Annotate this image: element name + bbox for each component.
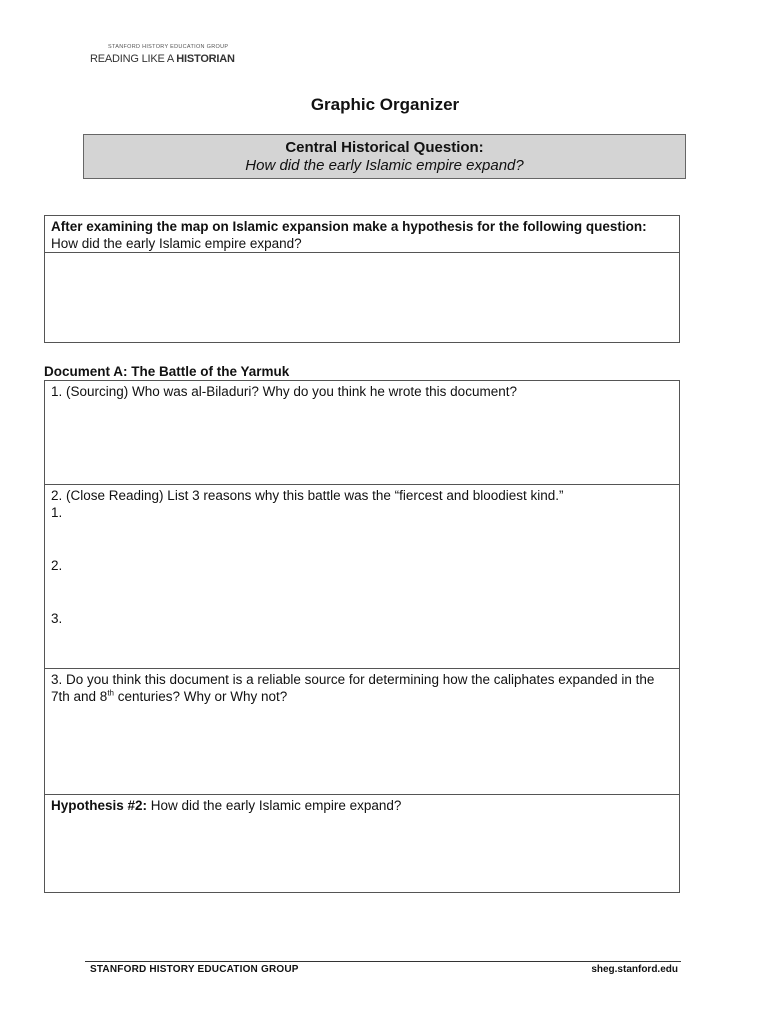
logo-prefix: READING LIKE A — [90, 53, 177, 65]
footer-divider — [85, 961, 681, 962]
footer-org: STANFORD HISTORY EDUCATION GROUP — [90, 964, 299, 975]
question-1-text: 1. (Sourcing) Who was al-Biladuri? Why do you think he wrote this document? — [51, 384, 517, 399]
central-question-heading: Central Historical Question: — [285, 139, 484, 156]
sheg-logo — [90, 44, 235, 65]
hypothesis-1-prompt-text: How did the early Islamic empire expand? — [51, 236, 302, 251]
footer-url[interactable]: sheg.stanford.edu — [591, 964, 678, 975]
logo-bold-word: HISTORIAN — [176, 53, 235, 65]
question-1-section[interactable] — [45, 381, 679, 485]
question-2-item-2: 2. — [51, 558, 63, 573]
hypothesis-1-prompt — [45, 216, 679, 253]
hypothesis-1-answer-area[interactable] — [45, 253, 679, 341]
question-2-section[interactable] — [45, 485, 679, 669]
question-2-text: 2. (Close Reading) List 3 reasons why this battle was the “fiercest and bloodiest kind.” — [51, 488, 564, 503]
question-2-item-1: 1. — [51, 505, 63, 520]
hypothesis-1-box — [44, 215, 680, 343]
central-question-box — [83, 134, 686, 179]
page-title: Graphic Organizer — [310, 95, 460, 114]
question-3-section[interactable] — [45, 669, 679, 795]
hypothesis-2-section[interactable] — [45, 795, 679, 892]
question-3-superscript: th — [107, 688, 114, 698]
question-3-text — [51, 671, 673, 705]
logo-org-name: STANFORD HISTORY EDUCATION GROUP — [108, 44, 229, 50]
logo-program-name — [90, 53, 235, 65]
central-question-text: How did the early Islamic empire expand? — [245, 157, 524, 174]
question-3-text-part2: centuries? Why or Why not? — [113, 689, 288, 704]
document-a-questions-box — [44, 380, 680, 893]
hypothesis-2-prompt — [51, 797, 673, 814]
document-a-title: Document A: The Battle of the Yarmuk — [44, 364, 290, 379]
hypothesis-2-text: How did the early Islamic empire expand? — [147, 798, 402, 813]
hypothesis-2-label: Hypothesis #2: — [51, 798, 148, 813]
question-3-text-part1: 3. Do you think this document is a reliable source for determining how the caliphates expanded in the 7th and 8 — [51, 672, 655, 704]
hypothesis-1-prompt-bold: After examining the map on Islamic expansion make a hypothesis for the following question: — [51, 219, 647, 234]
question-2-item-3: 3. — [51, 611, 63, 626]
